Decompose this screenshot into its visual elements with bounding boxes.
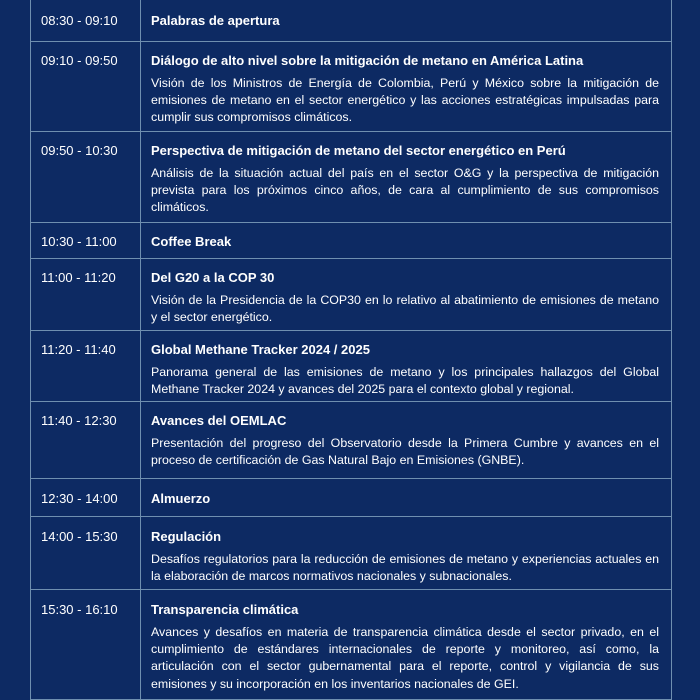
row-title: Del G20 a la COP 30 <box>151 270 275 285</box>
row-description: Análisis de la situación actual del país en el sector O&G y la perspectiva de mitigación prevista para los próximos cinco años, de cara al cumplimiento de sus compromisos climáticos. <box>151 166 659 215</box>
row-content <box>141 517 671 589</box>
row-title: Almuerzo <box>151 491 211 506</box>
agenda-row <box>31 131 671 222</box>
row-time: 15:30 - 16:10 <box>31 590 141 699</box>
row-description: Panorama general de las emisiones de metano y los principales hallazgos del Global Methane Tracker 2024 y avances del 2025 para el contexto global y regional. <box>151 365 659 397</box>
row-time: 10:30 - 11:00 <box>31 223 141 258</box>
row-content <box>141 0 671 41</box>
row-time: 09:10 - 09:50 <box>31 42 141 131</box>
agenda-row <box>31 330 671 401</box>
row-title: Diálogo de alto nivel sobre la mitigación de metano en América Latina <box>151 53 584 68</box>
row-content <box>141 223 671 258</box>
agenda-row <box>31 401 671 478</box>
agenda-row <box>31 41 671 131</box>
row-content <box>141 42 671 131</box>
agenda-row <box>31 0 671 41</box>
row-description: Presentación del progreso del Observatorio desde la Primera Cumbre y avances en el proceso de certificación de Gas Natural Bajo en Emisiones (GNBE). <box>151 436 659 468</box>
row-title: Regulación <box>151 529 222 544</box>
row-description: Avances y desafíos en materia de transparencia climática desde el sector privado, en el cumplimiento de estándares internacionales de reporte y monitoreo, así como, la articulación con el sector gubernamental para el reporte, control y vigilancia de sus emisiones y su incorporación en los inventarios nacionales de GEI. <box>151 625 659 691</box>
row-title: Palabras de apertura <box>151 13 280 28</box>
row-content <box>141 402 671 478</box>
agenda-row <box>31 258 671 330</box>
row-title: Avances del OEMLAC <box>151 413 287 428</box>
row-description: Visión de los Ministros de Energía de Colombia, Perú y México sobre la mitigación de emisiones de metano en el sector energético y las acciones estratégicas impulsadas para cumplir sus compromisos climáticos. <box>151 76 659 125</box>
row-content <box>141 331 671 401</box>
row-time: 14:00 - 15:30 <box>31 517 141 589</box>
row-time: 09:50 - 10:30 <box>31 132 141 222</box>
row-time: 11:00 - 11:20 <box>31 259 141 330</box>
row-content <box>141 259 671 330</box>
row-time: 11:20 - 11:40 <box>31 331 141 401</box>
row-time: 08:30 - 09:10 <box>31 0 141 41</box>
row-content <box>141 479 671 516</box>
row-description: Desafíos regulatorios para la reducción de emisiones de metano y experiencias actuales en la elaboración de marcos normativos nacionales y subnacionales. <box>151 552 659 584</box>
row-title: Transparencia climática <box>151 602 299 617</box>
row-description: Visión de la Presidencia de la COP30 en lo relativo al abatimiento de emisiones de metano y el sector energético. <box>151 293 659 325</box>
row-time: 11:40 - 12:30 <box>31 402 141 478</box>
row-title: Perspectiva de mitigación de metano del sector energético en Perú <box>151 143 566 158</box>
row-title: Coffee Break <box>151 234 232 249</box>
row-content <box>141 132 671 222</box>
agenda-row <box>31 589 671 699</box>
row-title: Global Methane Tracker 2024 / 2025 <box>151 342 370 357</box>
agenda-table <box>30 0 672 700</box>
agenda-row <box>31 478 671 516</box>
row-content <box>141 590 671 699</box>
agenda-row <box>31 516 671 589</box>
row-time: 12:30 - 14:00 <box>31 479 141 516</box>
agenda-row <box>31 222 671 258</box>
